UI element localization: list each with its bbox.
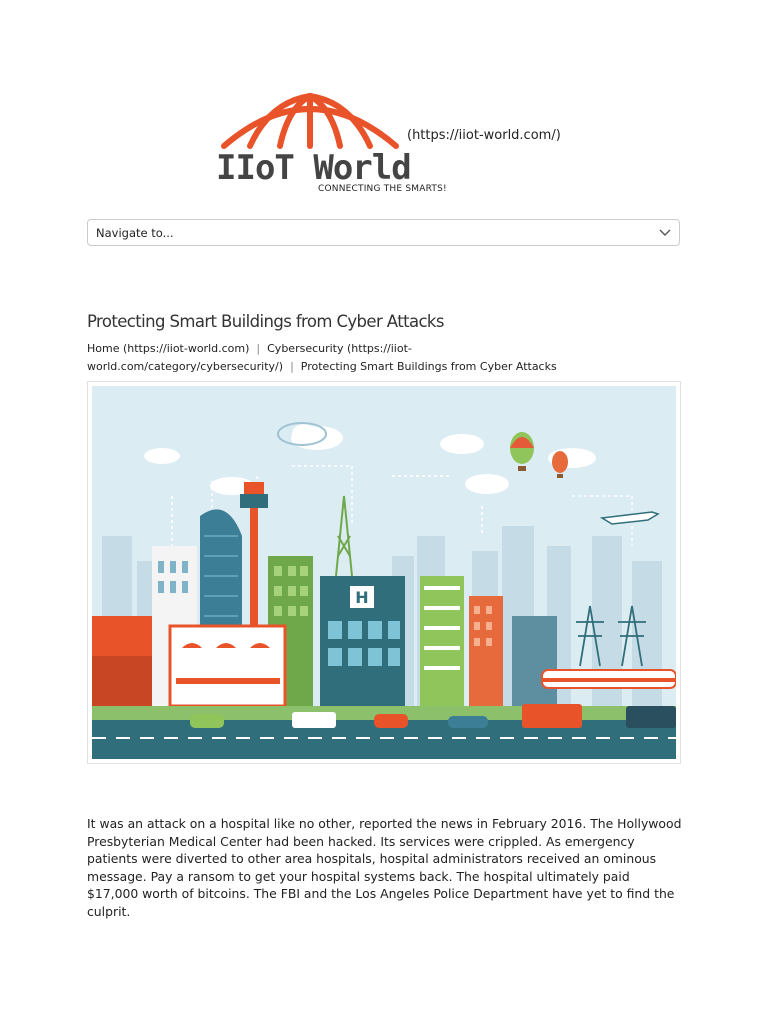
hero-image — [87, 381, 681, 764]
hospital-sign: H — [355, 588, 369, 607]
article-body: It was an attack on a hospital like no other, reported the news in February 2016. The Hollywood Presbyterian Medical Center had been hacked. Its services were crippled. As emergency patients were diverted to other area hospitals, hospital administrators received an ominous message. Pay a ransom to get your hospital systems back. The hospital ultimately paid $17,000 worth of bitcoins. The FBI and the Los Angeles Police Department have yet to find the culprit. — [87, 816, 682, 919]
chevron-down-icon — [659, 226, 671, 238]
breadcrumb-separator: | — [256, 342, 261, 355]
navigate-select-label: Navigate to... — [96, 226, 174, 240]
logo-link-url[interactable]: (https://iiot-world.com/) — [407, 128, 561, 143]
breadcrumb-separator: | — [290, 360, 294, 373]
site-logo[interactable] — [210, 88, 570, 200]
logo-wordmark: IIoT World — [216, 148, 411, 188]
breadcrumb-current: Protecting Smart Buildings from Cyber Attacks — [300, 360, 557, 373]
logo-tagline: CONNECTING THE SMARTS! — [318, 184, 447, 194]
smart-city-illustration-icon — [92, 386, 676, 759]
breadcrumb-home-link[interactable]: Home (https://iiot-world.com) — [87, 342, 250, 355]
page-title: Protecting Smart Buildings from Cyber Attacks — [87, 312, 444, 331]
breadcrumb-category-link[interactable]: Cybersecurity (https://iiot-world.com/category/cybersecurity/) — [87, 342, 412, 373]
globe-arc-icon — [210, 88, 410, 152]
breadcrumb — [87, 340, 677, 376]
navigate-select[interactable] — [87, 219, 680, 246]
